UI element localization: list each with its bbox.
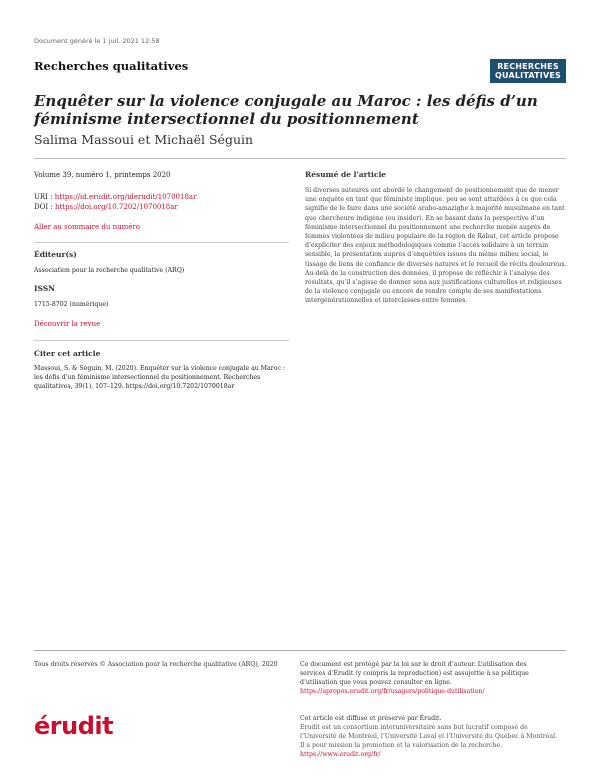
issn-label: ISSN <box>34 284 56 293</box>
erudit-link[interactable]: https://www.erudit.org/fr/ <box>300 751 381 758</box>
volume-info: Volume 39, numéro 1, printemps 2020 <box>34 171 171 179</box>
uri-link[interactable]: https://id.erudit.org/iderudit/1070018ar <box>54 193 197 201</box>
publisher-value: Association pour la recherche qualitative (ARQ) <box>34 267 185 274</box>
discover-link[interactable]: Découvrir la revue <box>34 320 101 328</box>
diffusion-notice <box>300 714 560 759</box>
article-authors: Salima Massoui et Michaël Séguin <box>34 132 254 147</box>
journal-name: Recherches qualitatives <box>34 59 189 73</box>
doi-label: DOI : <box>34 203 55 211</box>
copyright-text: Ce document est protégé par la loi sur le droit d’auteur. L’utilisation des services d’Érudit (y compris la reproduction) est assujettie à sa politique d’utilisation que vous pouvez consulter en ligne. <box>300 661 529 686</box>
erudit-logo[interactable]: érudit <box>34 712 114 740</box>
cite-text: Massoui, S. & Séguin, M. (2020). Enquêter sur la violence conjugale au Maroc : les défis d’un féminisme intersectionnel du positionnement. Recherches qualitatives, 39(1), 107–129. https://doi.org/10.7202/1070018ar <box>34 365 285 391</box>
rights-notice: Tous droits réservés © Association pour la recherche qualitative (ARQ), 2020 <box>34 661 278 668</box>
journal-logo <box>490 59 566 83</box>
uri-line <box>34 192 289 202</box>
uri-label: URI : <box>34 193 55 201</box>
issn-value: 1715-8702 (numérique) <box>34 301 109 308</box>
footer-divider <box>34 650 566 651</box>
diffusion-text: Érudit est un consortium interuniversitaire sans but lucratif composé de l’Université de Montréal, l’Université Laval et l’Université du Québec à Montréal. Il a pour mission la promotion et la valorisation de la recherche. <box>300 724 558 749</box>
generated-timestamp: Document généré le 1 juil. 2021 12:58 <box>34 37 160 45</box>
diffusion-title: Cet article est diffusé et préservé par Érudit. <box>300 715 442 722</box>
publisher-label: Éditeur(s) <box>34 250 77 259</box>
header-divider <box>34 158 566 159</box>
article-title: Enquêter sur la violence conjugale au Maroc : les défis d’un féminisme intersectionnel du positionnement <box>34 92 538 128</box>
cite-label: Citer cet article <box>34 349 101 358</box>
copyright-notice <box>300 660 550 696</box>
logo-line-2: QUALITATIVES <box>495 71 561 80</box>
summary-link[interactable]: Aller au sommaire du numéro <box>34 223 140 231</box>
abstract-label: Résumé de l'article <box>305 170 387 179</box>
divider <box>34 340 289 341</box>
policy-link[interactable]: https://apropos.erudit.org/fr/usagers/politique-dutilisation/ <box>300 688 485 695</box>
doi-line <box>34 202 289 212</box>
logo-line-1: RECHERCHES <box>497 62 559 71</box>
abstract-text: Si diverses auteures ont abordé le changement de positionnement que de mener une enquête en tant que féministe implique, peu se sont attardées à ce que cela signifie de le faire dans une société arabo-amazighe à majorité musulmane en tant que chercheure indigène (ou insider). En se basant dans la perspective d’un féminisme intersectionnel du positionnement une recherche menée auprès de femmes violentées de milieu populaire de la région de Rabat, cet article propose d’expliciter des enjeux méthodologiques comme l’accès solidaire à un terrain sensible, la présentation auprès d’enquêtées issues du même milieu social, le tissage de liens de confiance de diverses natures et le recueil de récits douloureux. Au-delà de la construction des données, il propose de réfléchir à l’analyse des résultats, qu’il s’agisse de donner sens aux justifications culturelles et religieuses de la violence conjugale ou encore de rendre compte de ses manifestations intergénérationnelles et interclasses entre femmes. <box>305 187 567 305</box>
divider <box>34 242 289 243</box>
doi-link[interactable]: https://doi.org/10.7202/1070018ar <box>54 203 178 211</box>
